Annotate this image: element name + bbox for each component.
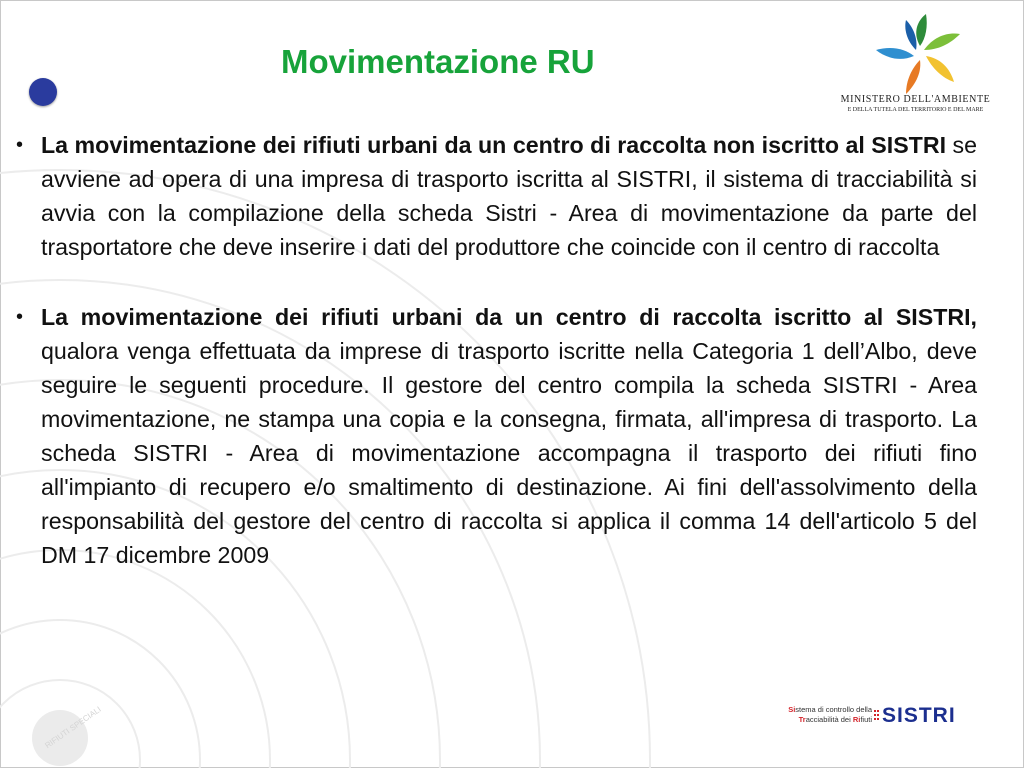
sistri-wordmark: SISTRI (882, 704, 956, 727)
sistri-tagline-highlight: Ri (852, 715, 861, 724)
bullet-bold-text: La movimentazione dei rifiuti urbani da un centro di raccolta iscritto al SISTRI, (41, 304, 977, 330)
bullet-item (16, 128, 977, 264)
bullet-list (16, 128, 977, 572)
sistri-tagline-text: stema di controllo della (795, 705, 872, 714)
bullet-marker: • (16, 306, 24, 328)
bullet-marker: • (16, 134, 24, 156)
sistri-tagline-highlight: Tr (798, 715, 806, 724)
ministry-name-line2: E DELLA TUTELA DEL TERRITORIO E DEL MARE (847, 107, 984, 113)
slide-title: Movimentazione RU (281, 43, 595, 80)
watermark-text: RIFIUTI SPECIALI (43, 704, 103, 751)
ministry-name (833, 94, 998, 115)
ministry-name-line1: MINISTERO DELL'AMBIENTE (840, 94, 991, 105)
sistri-tagline-highlight: Si (788, 705, 796, 714)
bullet-body-text: se avviene ad opera di una impresa di trasporto iscritta al SISTRI, il sistema di tracciabilità si avvia con la compilazione della scheda Sistri - Area di movimentazione da parte del trasportatore che deve inserire i dati del produttore che coincide con il centro di raccolta (41, 132, 977, 260)
blue-dot-ornament (29, 78, 57, 106)
sistri-dots-icon (873, 708, 881, 724)
sistri-tagline-text: acciabilità dei (805, 715, 853, 724)
sistri-tagline (772, 705, 872, 725)
sistri-tagline-text: fiuti (860, 715, 872, 724)
bullet-bold-text: La movimentazione dei rifiuti urbani da un centro di raccolta non iscritto al SISTRI (41, 132, 947, 158)
bullet-body-text: qualora venga effettuata da imprese di trasporto iscritte nella Categoria 1 dell’Albo, deve seguire le seguenti procedure. Il gestore del centro compila la scheda SISTRI - Area movimentazione, ne stampa una copia e la consegna, firmata, all'impresa di trasporto. La scheda SISTRI - Area di movimentazione accompagna il trasporto dei rifiuti fino all'impianto di recupero e/o smaltimento di destinazione. Ai fini dell'assolvimento della responsabilità del gestore del centro di raccolta si applica il comma 14 dell'articolo 5 del DM 17 dicembre 2009 (41, 338, 977, 568)
bullet-item (16, 300, 977, 572)
